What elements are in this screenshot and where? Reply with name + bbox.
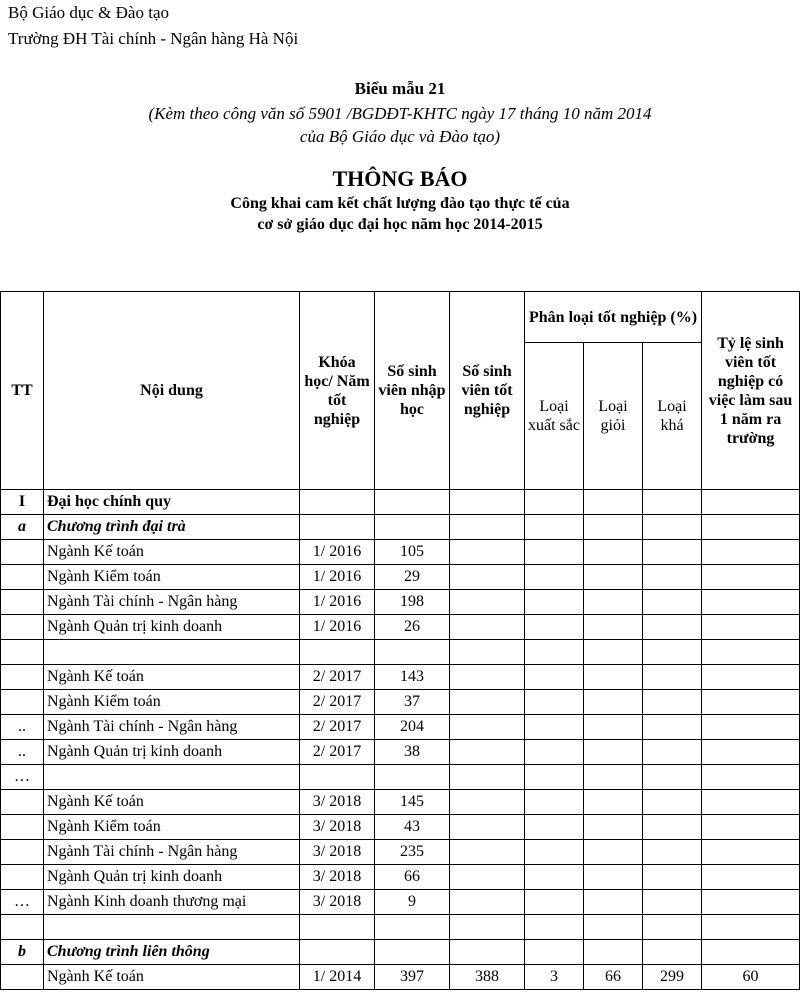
header-phan-loai: Phân loại tốt nghiệp (%): [525, 292, 702, 343]
row-so-tot-nghiep: [450, 715, 525, 740]
row-loai-xuat-sac: 3: [525, 965, 584, 990]
row-tt: [1, 640, 44, 665]
row-khoa-hoc: 3/ 2018: [300, 890, 375, 915]
row-name: Ngành Tài chính - Ngân hàng: [44, 715, 300, 740]
row-khoa-hoc: [300, 490, 375, 515]
row-name: Ngành Kế toán: [44, 965, 300, 990]
table-row: [1, 890, 800, 915]
table-row: [1, 640, 800, 665]
table-row: [1, 740, 800, 765]
row-loai-gioi: [584, 790, 643, 815]
row-ty-le: [702, 790, 800, 815]
row-ty-le: [702, 565, 800, 590]
row-tt: [1, 840, 44, 865]
row-loai-kha: [643, 865, 702, 890]
table-header: [1, 292, 800, 490]
row-khoa-hoc: 3/ 2018: [300, 815, 375, 840]
row-tt: [1, 965, 44, 990]
row-ty-le: [702, 715, 800, 740]
row-loai-gioi: [584, 590, 643, 615]
row-so-nhap-hoc: 204: [375, 715, 450, 740]
row-khoa-hoc: [300, 640, 375, 665]
row-loai-kha: 299: [643, 965, 702, 990]
row-loai-xuat-sac: [525, 715, 584, 740]
row-loai-gioi: [584, 715, 643, 740]
row-khoa-hoc: [300, 940, 375, 965]
row-khoa-hoc: 3/ 2018: [300, 840, 375, 865]
row-so-tot-nghiep: 388: [450, 965, 525, 990]
header-loai-kha: Loại khá: [643, 343, 702, 490]
row-so-nhap-hoc: 397: [375, 965, 450, 990]
row-loai-gioi: [584, 490, 643, 515]
row-so-tot-nghiep: [450, 940, 525, 965]
row-so-nhap-hoc: 105: [375, 540, 450, 565]
row-loai-kha: [643, 790, 702, 815]
row-so-tot-nghiep: [450, 540, 525, 565]
row-ty-le: [702, 865, 800, 890]
row-tt: [1, 565, 44, 590]
row-so-tot-nghiep: [450, 765, 525, 790]
row-loai-xuat-sac: [525, 665, 584, 690]
row-loai-kha: [643, 915, 702, 940]
row-tt: b: [1, 940, 44, 965]
row-so-tot-nghiep: [450, 815, 525, 840]
header-ty-le: Tỷ lệ sinh viên tốt nghiệp có việc làm sau 1 năm ra trường: [702, 292, 800, 490]
row-loai-kha: [643, 740, 702, 765]
row-ty-le: [702, 690, 800, 715]
row-name: Đại học chính quy: [44, 490, 300, 515]
row-tt: [1, 690, 44, 715]
row-so-nhap-hoc: 143: [375, 665, 450, 690]
row-loai-xuat-sac: [525, 890, 584, 915]
graduation-quality-table: [0, 291, 800, 990]
page-title: THÔNG BÁO: [332, 166, 468, 191]
row-ty-le: [702, 915, 800, 940]
row-so-tot-nghiep: [450, 490, 525, 515]
row-loai-xuat-sac: [525, 590, 584, 615]
row-tt: [1, 665, 44, 690]
table-row: [1, 665, 800, 690]
row-so-nhap-hoc: [375, 515, 450, 540]
row-tt: [1, 540, 44, 565]
row-loai-kha: [643, 490, 702, 515]
row-so-tot-nghiep: [450, 865, 525, 890]
row-ty-le: [702, 740, 800, 765]
header-loai-xuat-sac: Loại xuất sắc: [525, 343, 584, 490]
row-loai-kha: [643, 715, 702, 740]
row-loai-xuat-sac: [525, 690, 584, 715]
row-so-tot-nghiep: [450, 565, 525, 590]
header-khoa-hoc: Khóa học/ Năm tốt nghiệp: [300, 292, 375, 490]
row-tt: ..: [1, 740, 44, 765]
row-so-nhap-hoc: [375, 490, 450, 515]
row-loai-xuat-sac: [525, 540, 584, 565]
row-loai-kha: [643, 640, 702, 665]
header-so-sv-tot-nghiep: Số sinh viên tốt nghiệp: [450, 292, 525, 490]
row-so-nhap-hoc: 26: [375, 615, 450, 640]
row-loai-xuat-sac: [525, 515, 584, 540]
row-khoa-hoc: 3/ 2018: [300, 865, 375, 890]
row-loai-kha: [643, 565, 702, 590]
row-loai-kha: [643, 615, 702, 640]
row-so-nhap-hoc: 66: [375, 865, 450, 890]
table-row: [1, 515, 800, 540]
row-loai-gioi: [584, 565, 643, 590]
row-name: Chương trình đại trà: [44, 515, 300, 540]
row-so-nhap-hoc: [375, 915, 450, 940]
reference-line-2: của Bộ Giáo dục và Đào tạo): [299, 127, 501, 146]
row-loai-gioi: [584, 540, 643, 565]
row-loai-gioi: [584, 665, 643, 690]
row-ty-le: [702, 840, 800, 865]
table-body: [1, 490, 800, 990]
row-so-tot-nghiep: [450, 740, 525, 765]
row-so-tot-nghiep: [450, 640, 525, 665]
header-so-sv-nhap-hoc: Số sinh viên nhập học: [375, 292, 450, 490]
table-row: [1, 840, 800, 865]
row-loai-gioi: [584, 815, 643, 840]
row-so-nhap-hoc: 37: [375, 690, 450, 715]
row-name: Ngành Quản trị kinh doanh: [44, 865, 300, 890]
subtitle-line-1: Công khai cam kết chất lượng đào tạo thực tế của: [230, 195, 570, 212]
row-loai-kha: [643, 765, 702, 790]
row-loai-kha: [643, 515, 702, 540]
row-ty-le: 60: [702, 965, 800, 990]
table-row: [1, 565, 800, 590]
row-so-tot-nghiep: [450, 615, 525, 640]
row-tt: …: [1, 890, 44, 915]
row-ty-le: [702, 890, 800, 915]
row-so-tot-nghiep: [450, 790, 525, 815]
row-loai-kha: [643, 815, 702, 840]
row-so-nhap-hoc: 198: [375, 590, 450, 615]
row-name: [44, 640, 300, 665]
row-khoa-hoc: 2/ 2017: [300, 715, 375, 740]
row-loai-xuat-sac: [525, 790, 584, 815]
row-khoa-hoc: 2/ 2017: [300, 665, 375, 690]
row-name: Ngành Kế toán: [44, 540, 300, 565]
row-loai-gioi: [584, 890, 643, 915]
form-number: Biểu mẫu 21: [354, 79, 446, 98]
row-loai-xuat-sac: [525, 815, 584, 840]
row-so-nhap-hoc: 145: [375, 790, 450, 815]
row-so-tot-nghiep: [450, 890, 525, 915]
row-name: Ngành Kiểm toán: [44, 565, 300, 590]
subtitle-line-2: cơ sở giáo dục đại học năm học 2014-2015: [257, 216, 543, 233]
row-name: Ngành Tài chính - Ngân hàng: [44, 590, 300, 615]
header-loai-gioi: Loại giỏi: [584, 343, 643, 490]
row-name: [44, 915, 300, 940]
row-so-nhap-hoc: 9: [375, 890, 450, 915]
row-loai-kha: [643, 840, 702, 865]
row-khoa-hoc: [300, 765, 375, 790]
row-name: Ngành Quản trị kinh doanh: [44, 740, 300, 765]
row-name: Ngành Kiểm toán: [44, 690, 300, 715]
row-loai-kha: [643, 665, 702, 690]
reference-line-1: (Kèm theo công văn số 5901 /BGDĐT-KHTC ngày 17 tháng 10 năm 2014: [148, 104, 652, 123]
row-loai-kha: [643, 940, 702, 965]
header-tt: TT: [1, 292, 44, 490]
row-khoa-hoc: 1/ 2016: [300, 540, 375, 565]
row-tt: [1, 615, 44, 640]
row-khoa-hoc: 1/ 2016: [300, 565, 375, 590]
row-so-tot-nghiep: [450, 840, 525, 865]
row-ty-le: [702, 815, 800, 840]
row-name: Ngành Kế toán: [44, 790, 300, 815]
row-loai-xuat-sac: [525, 615, 584, 640]
row-tt: ..: [1, 715, 44, 740]
row-khoa-hoc: 1/ 2016: [300, 615, 375, 640]
row-loai-xuat-sac: [525, 865, 584, 890]
row-loai-gioi: [584, 515, 643, 540]
table-row: [1, 815, 800, 840]
row-khoa-hoc: 1/ 2016: [300, 590, 375, 615]
row-so-nhap-hoc: [375, 640, 450, 665]
row-so-nhap-hoc: 43: [375, 815, 450, 840]
row-loai-gioi: [584, 940, 643, 965]
row-tt: [1, 815, 44, 840]
row-ty-le: [702, 665, 800, 690]
header-noi-dung: Nội dung: [44, 292, 300, 490]
table-row: [1, 765, 800, 790]
row-tt: I: [1, 490, 44, 515]
row-khoa-hoc: 3/ 2018: [300, 790, 375, 815]
table-row: [1, 490, 800, 515]
row-tt: [1, 915, 44, 940]
table-row: [1, 790, 800, 815]
row-loai-gioi: 66: [584, 965, 643, 990]
row-loai-xuat-sac: [525, 740, 584, 765]
row-ty-le: [702, 615, 800, 640]
table-row: [1, 915, 800, 940]
row-tt: [1, 865, 44, 890]
row-loai-xuat-sac: [525, 915, 584, 940]
row-name: Ngành Kinh doanh thương mại: [44, 890, 300, 915]
row-ty-le: [702, 590, 800, 615]
row-ty-le: [702, 515, 800, 540]
row-loai-gioi: [584, 865, 643, 890]
row-tt: a: [1, 515, 44, 540]
row-so-tot-nghiep: [450, 690, 525, 715]
row-loai-gioi: [584, 640, 643, 665]
row-loai-xuat-sac: [525, 490, 584, 515]
row-tt: …: [1, 765, 44, 790]
row-ty-le: [702, 540, 800, 565]
row-name: Ngành Kế toán: [44, 665, 300, 690]
row-khoa-hoc: 2/ 2017: [300, 690, 375, 715]
row-name: Ngành Tài chính - Ngân hàng: [44, 840, 300, 865]
row-loai-kha: [643, 590, 702, 615]
row-name: Ngành Kiểm toán: [44, 815, 300, 840]
row-loai-gioi: [584, 740, 643, 765]
table-row: [1, 590, 800, 615]
row-name: Ngành Quản trị kinh doanh: [44, 615, 300, 640]
row-loai-kha: [643, 890, 702, 915]
table-row: [1, 690, 800, 715]
row-ty-le: [702, 490, 800, 515]
org-ministry: Bộ Giáo dục & Đào tạo: [8, 3, 169, 22]
row-khoa-hoc: 2/ 2017: [300, 740, 375, 765]
row-khoa-hoc: [300, 915, 375, 940]
row-so-nhap-hoc: [375, 940, 450, 965]
row-loai-gioi: [584, 915, 643, 940]
row-loai-gioi: [584, 690, 643, 715]
row-ty-le: [702, 640, 800, 665]
row-so-nhap-hoc: 29: [375, 565, 450, 590]
row-loai-gioi: [584, 840, 643, 865]
row-khoa-hoc: [300, 515, 375, 540]
row-loai-kha: [643, 690, 702, 715]
row-so-tot-nghiep: [450, 515, 525, 540]
row-so-tot-nghiep: [450, 915, 525, 940]
table-row: [1, 615, 800, 640]
table-row: [1, 715, 800, 740]
table-row: [1, 940, 800, 965]
row-loai-xuat-sac: [525, 565, 584, 590]
row-loai-xuat-sac: [525, 940, 584, 965]
row-so-tot-nghiep: [450, 665, 525, 690]
row-loai-xuat-sac: [525, 840, 584, 865]
table-row: [1, 865, 800, 890]
table-row: [1, 540, 800, 565]
row-loai-kha: [643, 540, 702, 565]
row-name: [44, 765, 300, 790]
row-khoa-hoc: 1/ 2014: [300, 965, 375, 990]
row-so-nhap-hoc: [375, 765, 450, 790]
row-so-tot-nghiep: [450, 590, 525, 615]
row-so-nhap-hoc: 235: [375, 840, 450, 865]
row-tt: [1, 590, 44, 615]
org-university: Trường ĐH Tài chính - Ngân hàng Hà Nội: [8, 29, 299, 48]
row-ty-le: [702, 765, 800, 790]
row-loai-gioi: [584, 765, 643, 790]
table-row: [1, 965, 800, 990]
row-tt: [1, 790, 44, 815]
row-loai-xuat-sac: [525, 765, 584, 790]
row-loai-gioi: [584, 615, 643, 640]
row-so-nhap-hoc: 38: [375, 740, 450, 765]
row-loai-xuat-sac: [525, 640, 584, 665]
row-ty-le: [702, 940, 800, 965]
row-name: Chương trình liên thông: [44, 940, 300, 965]
